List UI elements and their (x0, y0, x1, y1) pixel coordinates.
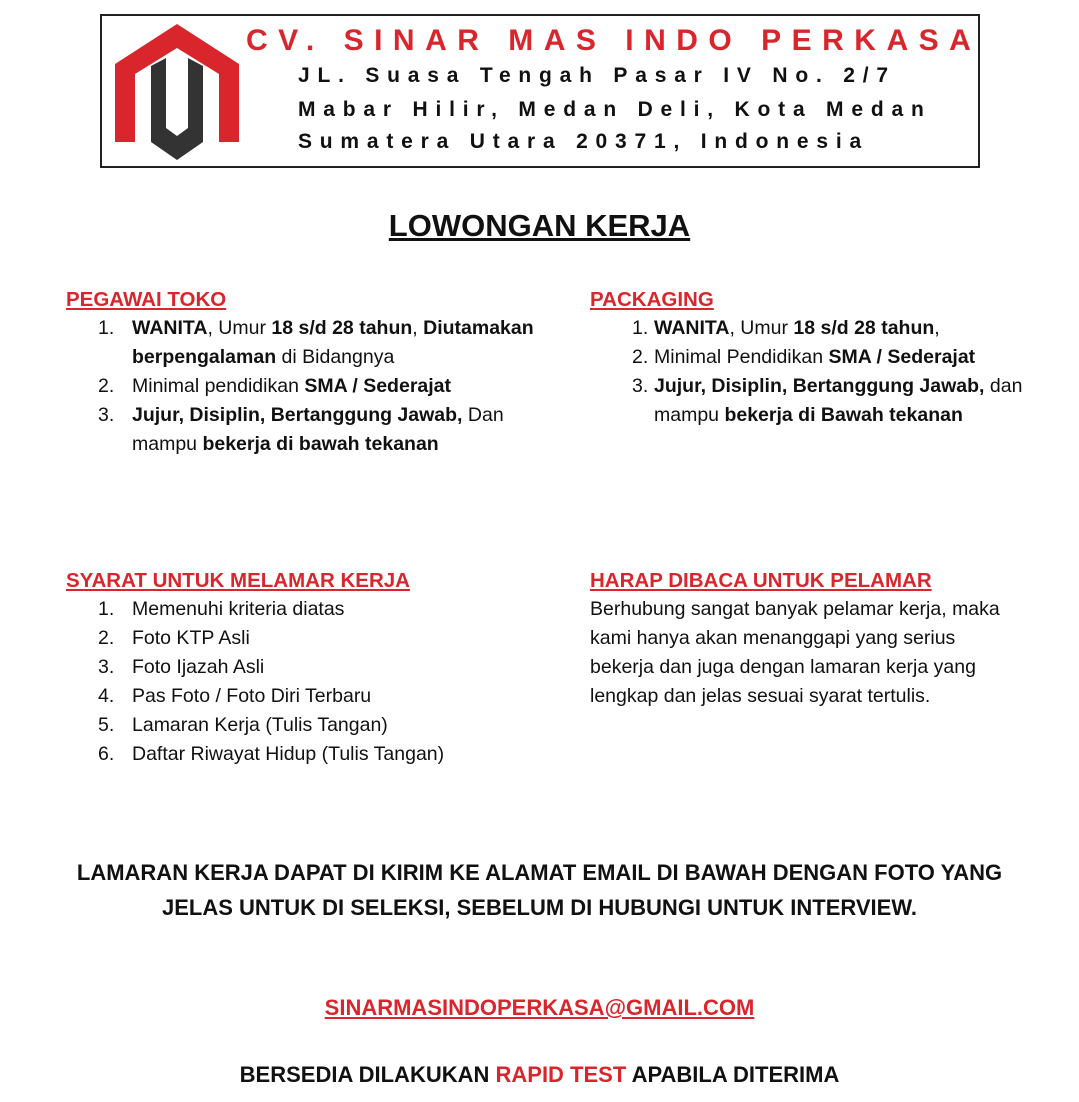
item-text: bekerja di Bawah tekanan (724, 404, 963, 426)
list-item (590, 314, 1030, 343)
list-item (66, 372, 536, 401)
item-text: bekerja di bawah tekanan (202, 433, 439, 455)
item-number: 6. (98, 743, 115, 765)
item-text: di Bidangnya (276, 346, 395, 368)
item-text: dan mampu (654, 375, 1023, 426)
item-number: 2. (98, 627, 115, 649)
item-number: 1. (98, 598, 115, 620)
address-line: Mabar Hilir, Medan Deli, Kota Medan (298, 98, 932, 121)
list-item (66, 740, 536, 769)
item-number: 2. (98, 375, 115, 397)
item-text: Minimal Pendidikan (654, 346, 829, 368)
rapid-text: BERSEDIA DILAKUKAN (239, 1062, 496, 1087)
item-number: 4. (98, 685, 115, 707)
item-text: Diutamakan berpengalaman (132, 317, 534, 368)
item-text: SMA / Sederajat (828, 346, 976, 368)
rapid-text: APABILA DITERIMA (626, 1062, 840, 1087)
list-item (590, 343, 1030, 372)
requirements-list (66, 595, 536, 769)
submission-notice: LAMARAN KERJA DAPAT DI KIRIM KE ALAMAT EMAIL DI BAWAH DENGAN FOTO YANG JELAS UNTUK DI SELEKSI, SEBELUM DI HUBUNGI UNTUK INTERVIEW. (76, 860, 1003, 920)
item-text: , (934, 317, 940, 339)
requirements-list (66, 314, 536, 459)
item-number: 1. (98, 317, 115, 339)
item-text: Memenuhi kriteria diatas (132, 598, 345, 620)
section-heading: HARAP DIBACA UNTUK PELAMAR (590, 569, 932, 592)
notice-paragraph: Berhubung sangat banyak pelamar kerja, maka kami hanya akan menanggapi yang serius bekerja dan juga dengan lamaran kerja yang lengkap dan jelas sesuai syarat tertulis. (590, 598, 1000, 707)
section-packaging (590, 285, 1030, 430)
item-number: 3. (632, 375, 649, 397)
item-text: 18 s/d 28 tahun (793, 317, 935, 339)
section-harap (590, 566, 1015, 711)
section-heading: SYARAT UNTUK MELAMAR KERJA (66, 569, 410, 592)
item-text: Foto Ijazah Asli (132, 656, 265, 678)
list-item (66, 595, 536, 624)
list-item (66, 653, 536, 682)
list-item (66, 624, 536, 653)
item-text: Lamaran Kerja (Tulis Tangan) (132, 714, 388, 736)
section-heading: PACKAGING (590, 288, 714, 311)
address-line: Sumatera Utara 20371, Indonesia (298, 130, 869, 153)
address-line: JL. Suasa Tengah Pasar IV No. 2/7 (298, 64, 896, 87)
section-syarat (66, 566, 536, 769)
item-number: 3. (98, 656, 115, 678)
item-text: , Umur (729, 317, 794, 339)
list-item (66, 401, 536, 459)
item-text: Minimal pendidikan (132, 375, 305, 397)
item-text: WANITA (132, 317, 208, 339)
item-number: 5. (98, 714, 115, 736)
requirements-list (590, 314, 1030, 430)
item-text: 18 s/d 28 tahun (271, 317, 413, 339)
item-number: 2. (632, 346, 649, 368)
item-text: Daftar Riwayat Hidup (Tulis Tangan) (132, 743, 445, 765)
item-text: WANITA (654, 317, 730, 339)
section-pegawai-toko (66, 285, 536, 459)
item-text: Jujur, Disiplin, Bertanggung Jawab, (132, 404, 463, 426)
section-heading: PEGAWAI TOKO (66, 288, 227, 311)
list-item (66, 314, 536, 372)
rapid-test-notice (0, 1057, 1079, 1092)
item-text: , Umur (207, 317, 272, 339)
item-text: Pas Foto / Foto Diri Terbaru (132, 685, 372, 707)
email-link[interactable]: SINARMASINDOPERKASA@GMAIL.COM (324, 995, 755, 1020)
item-text: Dan mampu (132, 404, 504, 455)
rapid-test-highlight: RAPID TEST (495, 1062, 627, 1087)
list-item (590, 372, 1030, 430)
item-number: 3. (98, 404, 115, 426)
company-name: CV. SINAR MAS INDO PERKASA (246, 24, 982, 57)
item-text: Jujur, Disiplin, Bertanggung Jawab, (654, 375, 985, 397)
company-logo-icon (115, 24, 239, 164)
item-number: 1. (632, 317, 649, 339)
item-text: SMA / Sederajat (304, 375, 452, 397)
list-item (66, 711, 536, 740)
item-text: Foto KTP Asli (132, 627, 250, 649)
list-item (66, 682, 536, 711)
item-text: , (412, 317, 424, 339)
page-title: LOWONGAN KERJA (388, 208, 691, 243)
